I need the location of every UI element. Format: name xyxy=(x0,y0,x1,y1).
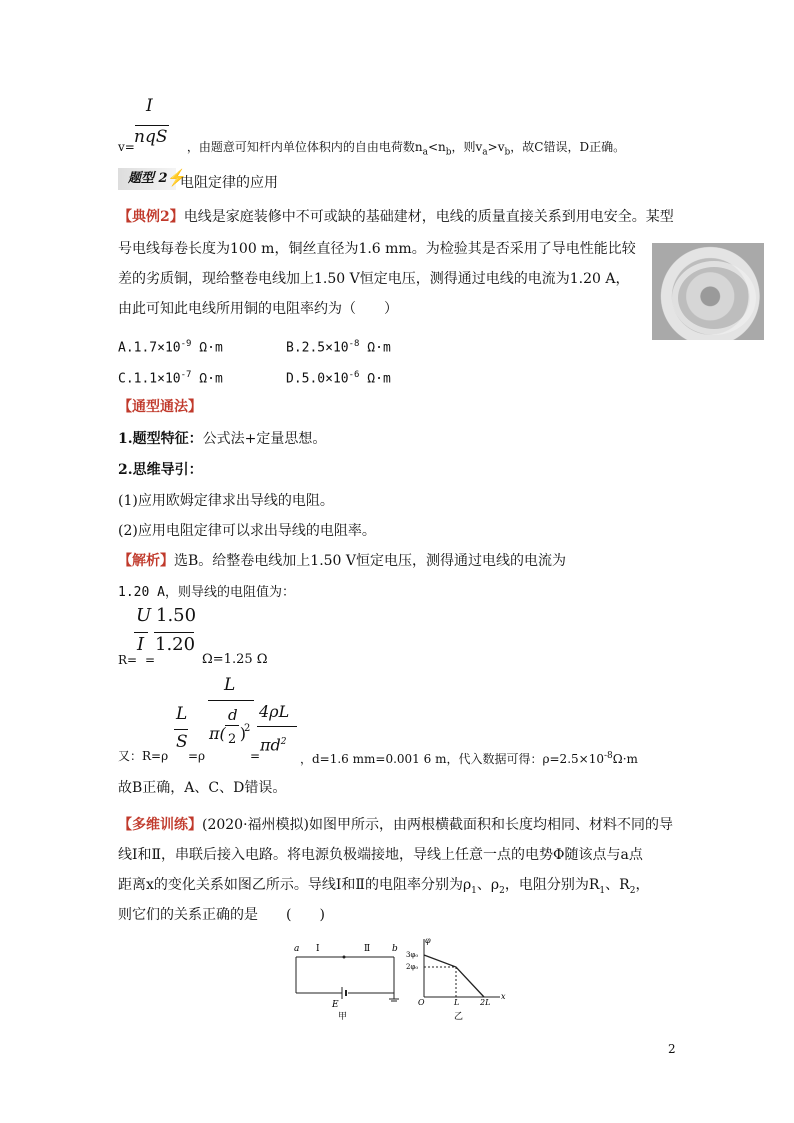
r-result: Ω=1.25 Ω xyxy=(202,652,268,667)
example-line2: 号电线每卷长度为100 m，铜丝直径为1.6 mm。为检验其是否采用了导电性能比较 xyxy=(118,241,636,257)
analysis-line2: 1.20 A，则导线的电阻值为： xyxy=(118,585,295,600)
frac-num-I: I xyxy=(146,96,153,116)
method-tag: 【通型通法】 xyxy=(118,399,202,415)
training-line4: 则它们的关系正确的是 ( ) xyxy=(118,907,325,923)
num-120: 1.20 xyxy=(155,634,196,655)
section-title: 电阻定律的应用 xyxy=(180,175,278,191)
example-line3: 差的劣质铜，现给整卷电线加上1.50 V恒定电压，测得通过电线的电流为1.20 A， xyxy=(118,271,630,287)
den-pid2: $\pi d^2$ xyxy=(260,735,287,755)
example-tag: 【典例2】 xyxy=(118,209,184,225)
formula-line xyxy=(118,138,625,161)
label-2L: 2L xyxy=(480,998,491,1007)
training-line2: 线Ⅰ和Ⅱ，串联后接入电路。将电源负极端接地，导线上任意一点的电势Φ随该点与a点 xyxy=(118,847,643,863)
option-c[interactable]: $C.1.1\times 10^{-7}$ Ω·m xyxy=(118,370,223,387)
example-line1: 【典例2】电线是家庭装修中不可或缺的基础建材，电线的质量直接关系到用电安全。某型 xyxy=(118,209,674,225)
label-II: Ⅱ xyxy=(364,944,371,954)
analysis-line1: 【解析】选B。给整卷电线加上1.50 V恒定电压，测得通过电线的电流为 xyxy=(118,553,567,569)
example-line4: 由此可知此电线所用铜的电阻率约为（ ） xyxy=(118,301,398,317)
label-jia: 甲 xyxy=(338,1012,348,1021)
option-b[interactable]: $B.2.5\times 10^{-8}$ Ω·m xyxy=(286,339,391,356)
frac-U: U xyxy=(136,605,152,626)
training-line1: 【多维训练】(2020·福州模拟)如图甲所示，由两根横截面积和长度均相同、材料不同的导 xyxy=(118,817,674,833)
v-prefix: v= xyxy=(118,140,135,154)
eq-rho: =ρ xyxy=(188,749,206,763)
frac-L: L xyxy=(176,704,188,724)
label-O: O xyxy=(418,998,425,1007)
cable-coil-photo xyxy=(652,243,764,340)
lt-text: <n xyxy=(427,140,446,154)
training-line3: 距离x的变化关系如图乙所示。导线Ⅰ和Ⅱ的电阻率分别为$\rho_1$、$\rho_2$，电阻分别为$R_1$、$R_2$， xyxy=(118,877,650,896)
frac-two: 2 xyxy=(228,732,237,747)
label-3phi: 3φ₀ xyxy=(406,951,419,959)
label-L: L xyxy=(454,998,460,1007)
label-2phi: 2φ₀ xyxy=(406,963,419,971)
again-prefix: 又：R=ρ xyxy=(118,749,169,763)
analysis-tail: ，d=1.6 mm=0.001 6 m，代入数据可得：$\rho=2.5\times 10^{-8}\Omega\cdot m$ xyxy=(300,751,638,766)
num-150: 1.50 xyxy=(156,605,197,626)
method-s1: (1)应用欧姆定律求出导线的电阻。 xyxy=(118,493,334,509)
num-4rhoL: 4ρL xyxy=(259,702,290,721)
section-badge: 题型 2 xyxy=(128,171,168,186)
method-p2: 2.思维导引： xyxy=(118,462,203,478)
label-E: E xyxy=(332,1000,339,1010)
option-a[interactable]: $A.1.7\times 10^{-9}$ Ω·m xyxy=(118,339,223,356)
end-text: ，故C错误，D正确。 xyxy=(510,140,626,154)
sub-b: b xyxy=(445,147,452,158)
frac-I: I xyxy=(137,634,145,655)
frac-L2: L xyxy=(224,675,236,695)
r-prefix: R= xyxy=(118,653,138,667)
tail-text: ，由题意可知杆内单位体积内的自由电荷数n xyxy=(186,140,423,154)
method-p1: 1.题型特征：公式法+定量思想。 xyxy=(118,431,327,447)
analysis-conclusion: 故B正确，A、C、D错误。 xyxy=(118,780,287,796)
potential-graph xyxy=(404,935,510,1021)
frac-d: d xyxy=(228,706,238,724)
lightning-icon: ⚡ xyxy=(167,168,187,187)
sub-b2: b xyxy=(504,147,511,158)
page-number: 2 xyxy=(668,1042,676,1056)
label-b: b xyxy=(392,944,398,954)
method-s2: (2)应用电阻定律可以求出导线的电阻率。 xyxy=(118,523,376,539)
label-a: a xyxy=(294,944,300,954)
pi-paren: π( ) xyxy=(209,724,247,743)
circuit-figure xyxy=(288,935,408,1021)
eq-sign: = xyxy=(145,653,156,667)
sub-a: a xyxy=(422,147,428,158)
square-exp: 2 xyxy=(244,723,251,734)
eq2: = xyxy=(250,749,261,763)
label-I: Ⅰ xyxy=(316,944,320,954)
sub-a2: a xyxy=(482,147,488,158)
label-yi: 乙 xyxy=(454,1012,464,1021)
label-x: x xyxy=(501,992,506,1001)
label-phi: φ xyxy=(425,936,431,945)
gt-text: >v xyxy=(487,140,505,154)
fraction-bar xyxy=(135,125,169,126)
frac-den-nqS: nqS xyxy=(134,127,168,147)
option-d[interactable]: $D.5.0\times 10^{-6}$ Ω·m xyxy=(286,370,391,387)
frac-S: S xyxy=(176,732,188,752)
then-text: ，则v xyxy=(451,140,483,154)
